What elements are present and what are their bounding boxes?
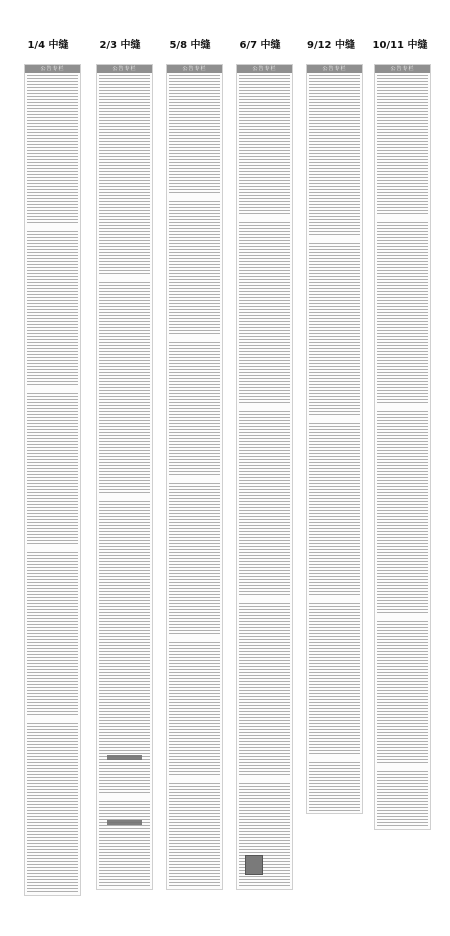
announcement-strip-5-8 [166,64,223,890]
column-title-10-11: 10/11 中缝 [372,40,428,51]
strip-header: 公告专栏 [167,65,222,73]
column-title-6-7: 6/7 中缝 [239,40,281,51]
strip-header: 公告专栏 [97,65,152,73]
announcement-strip-1-4 [24,64,81,896]
strip-text-block [169,75,220,887]
strip-text-block [27,75,78,893]
announcement-strip-2-3 [96,64,153,890]
strip-text-block [309,75,360,811]
strip-header: 公告专栏 [25,65,80,73]
announcement-strip-6-7 [236,64,293,890]
column-title-2-3: 2/3 中缝 [99,40,141,51]
strip-header: 公告专栏 [307,65,362,73]
announcement-strip-9-12 [306,64,363,814]
strip-header: 公告专栏 [237,65,292,73]
strip-text-block [377,75,428,827]
strip-header: 公告专栏 [375,65,430,73]
strip-text-block [99,75,150,887]
strip-text-block [239,75,290,887]
column-title-9-12: 9/12 中缝 [306,40,355,51]
announcement-strip-10-11 [374,64,431,830]
column-title-1-4: 1/4 中缝 [27,40,69,51]
portrait-photo [245,855,263,875]
column-title-5-8: 5/8 中缝 [169,40,211,51]
